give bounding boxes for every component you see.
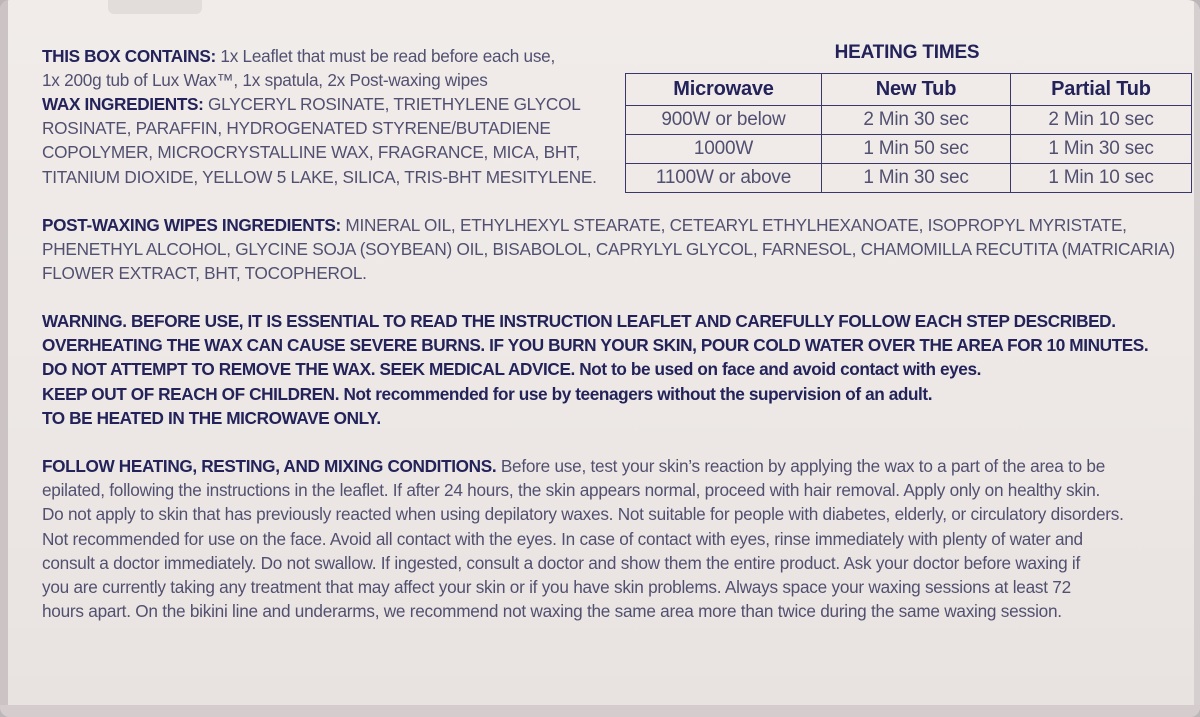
box-contents-line-2: 1x 200g tub of Lux Wax™, 1x spatula, 2x Post-waxing wipes — [42, 70, 488, 91]
instructions-line-2: epilated, following the instructions in the leaflet. If after 24 hours, the skin appears normal, proceed with hair removal. Apply only on healthy skin. — [42, 480, 1101, 501]
table-row — [626, 164, 1192, 193]
wattage-cell: 900W or below — [626, 106, 822, 135]
wattage-cell: 1100W or above — [626, 164, 822, 193]
instructions-line-4: Not recommended for use on the face. Avoid all contact with the eyes. In case of contact with eyes, rinse immediately with plenty of water and — [42, 528, 1083, 549]
right-fold-edge — [1194, 0, 1200, 717]
box-contents-section — [42, 44, 622, 92]
post-wipes-ingredients-section — [42, 213, 1175, 286]
heating-times-table — [625, 73, 1192, 193]
warning-line-5: TO BE HEATED IN THE MICROWAVE ONLY. — [42, 407, 381, 428]
partial-tub-time-cell: 2 Min 10 sec — [1011, 106, 1192, 135]
instructions-line-5: consult a doctor immediately. Do not swallow. If ingested, consult a doctor and show them the entire product. Ask your doctor before waxing if — [42, 552, 1081, 573]
post-wipes-line-1: POST-WAXING WIPES INGREDIENTS: MINERAL OIL, ETHYLHEXYL STEARATE, CETEARYL ETHYLHEXANOATE, ISOPROPYL MYRISTATE, — [42, 215, 1127, 235]
wax-ingredients-line-1: WAX INGREDIENTS: GLYCERYL ROSINATE, TRIETHYLENE GLYCOL — [42, 94, 581, 114]
header-microwave: Microwave — [626, 74, 822, 106]
post-wipes-heading: POST-WAXING WIPES INGREDIENTS: — [42, 215, 341, 235]
warning-line-1: WARNING. BEFORE USE, IT IS ESSENTIAL TO READ THE INSTRUCTION LEAFLET AND CAREFULLY FOLLOW EACH STEP DESCRIBED. — [42, 311, 1116, 331]
partial-tub-time-cell: 1 Min 10 sec — [1011, 164, 1192, 193]
wax-ingredients-line-3: COPOLYMER, MICROCRYSTALLINE WAX, FRAGRANCE, MICA, BHT, — [42, 142, 580, 163]
wax-ingredients-line-2: ROSINATE, PARAFFIN, HYDROGENATED STYRENE/BUTADIENE — [42, 118, 551, 139]
new-tub-time-cell: 2 Min 30 sec — [822, 106, 1011, 135]
table-row — [626, 135, 1192, 164]
wax-ingredients-line-4: TITANIUM DIOXIDE, YELLOW 5 LAKE, SILICA, TRIS-BHT MESITYLENE. — [42, 166, 597, 187]
instructions-line-6: you are currently taking any treatment that may affect your skin or if you have skin problems. Always space your waxing sessions at least 72 — [42, 577, 1071, 598]
box-top-tab — [108, 0, 202, 14]
heating-times-title: HEATING TIMES — [834, 42, 980, 63]
wax-ingredients-section — [42, 92, 622, 189]
table-row — [626, 106, 1192, 135]
partial-tub-time-cell: 1 Min 30 sec — [1011, 135, 1192, 164]
new-tub-time-cell: 1 Min 50 sec — [822, 135, 1011, 164]
bottom-fold-edge — [0, 705, 1200, 717]
warning-section — [42, 309, 1167, 430]
instructions-line-1: FOLLOW HEATING, RESTING, AND MIXING CONDITIONS. Before use, test your skin’s reaction by applying the wax to a part of the area to be — [42, 456, 1106, 476]
wattage-cell: 1000W — [626, 135, 822, 164]
post-wipes-line-3: FLOWER EXTRACT, BHT, TOCOPHEROL. — [42, 263, 367, 284]
instructions-line-7: hours apart. On the bikini line and underarms, we recommend not waxing the same area more than twice during the same waxing session. — [42, 601, 1062, 622]
wax-ingredients-heading: WAX INGREDIENTS: — [42, 94, 204, 114]
post-wipes-line-2: PHENETHYL ALCOHOL, GLYCINE SOJA (SOYBEAN) OIL, BISABOLOL, CAPRYLYL GLYCOL, FARNESOL, CHAMOMILLA RECUTITA (MATRICARIA) — [42, 239, 1175, 260]
heating-table-header-row — [626, 74, 1192, 106]
box-contents-heading: THIS BOX CONTAINS: — [42, 46, 216, 66]
left-fold-edge — [0, 0, 8, 717]
usage-instructions-section — [42, 454, 1167, 623]
header-new-tub: New Tub — [822, 74, 1011, 106]
warning-line-3: DO NOT ATTEMPT TO REMOVE THE WAX. SEEK MEDICAL ADVICE. Not to be used on face and avoid contact with eyes. — [42, 359, 981, 380]
box-contents-line-1: THIS BOX CONTAINS: 1x Leaflet that must be read before each use, — [42, 46, 556, 66]
warning-line-4: KEEP OUT OF REACH OF CHILDREN. Not recommended for use by teenagers without the supervision of an adult. — [42, 383, 933, 404]
instructions-heading: FOLLOW HEATING, RESTING, AND MIXING CONDITIONS. — [42, 456, 497, 476]
header-partial-tub: Partial Tub — [1011, 74, 1192, 106]
instructions-line-3: Do not apply to skin that has previously reacted when using depilatory waxes. Not suitable for people with diabetes, elderly, or circulatory disorders. — [42, 504, 1124, 525]
warning-line-2: OVERHEATING THE WAX CAN CAUSE SEVERE BURNS. IF YOU BURN YOUR SKIN, POUR COLD WATER OVER THE AREA FOR 10 MINUTES. — [42, 335, 1149, 356]
new-tub-time-cell: 1 Min 30 sec — [822, 164, 1011, 193]
